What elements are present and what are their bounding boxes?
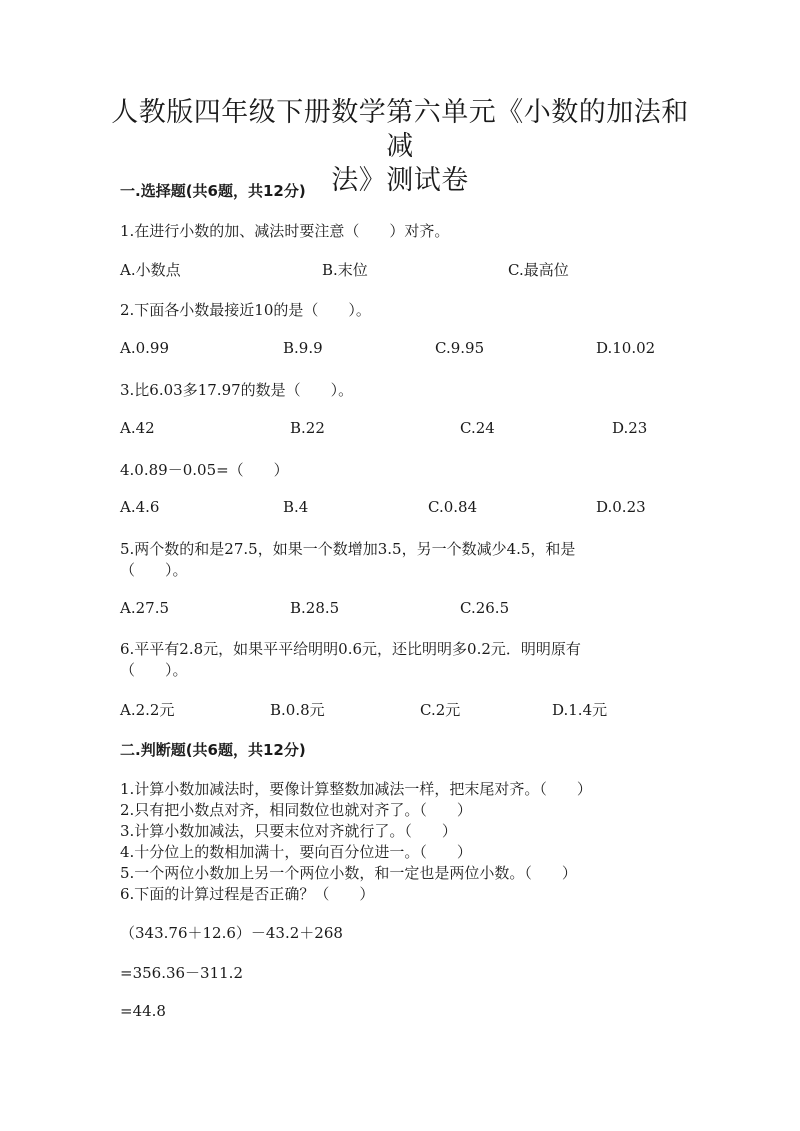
q6-option-d: D.1.4元 [552, 701, 608, 719]
title-line-2: 法》测试卷 [331, 165, 469, 196]
q4-option-d: D.0.23 [596, 498, 646, 516]
q3-option-a: A.42 [120, 419, 155, 437]
q1-option-c: C.最高位 [508, 261, 569, 279]
section-heading-choice: 一.选择题(共6题，共12分) [120, 182, 306, 200]
q2-option-c: C.9.95 [435, 339, 485, 357]
judge-item-3: 3.计算小数加减法，只要末位对齐就行了。（ ） [120, 822, 457, 840]
q3-option-c: C.24 [460, 419, 495, 437]
question-2: 2.下面各小数最接近10的是（ ）。 [120, 301, 371, 319]
q4-option-a: A.4.6 [120, 498, 160, 516]
title-line-1: 人教版四年级下册数学第六单元《小数的加法和减 [111, 97, 689, 162]
judge-item-1: 1.计算小数加减法时，要像计算整数加减法一样，把末尾对齐。（ ） [120, 780, 592, 798]
section-heading-judge: 二.判断题(共6题，共12分) [120, 741, 306, 759]
question-6: 6.平平有2.8元，如果平平给明明0.6元，还比明明多0.2元．明明原有 [120, 640, 581, 658]
question-3: 3.比6.03多17.97的数是（ ）。 [120, 381, 354, 399]
judge-item-4: 4.十分位上的数相加满十，要向百分位进一。（ ） [120, 843, 472, 861]
q2-option-a: A.0.99 [120, 339, 169, 357]
q6-option-a: A.2.2元 [120, 701, 175, 719]
question-6-continued: （ ）。 [120, 661, 188, 679]
question-5-continued: （ ）。 [120, 561, 188, 579]
question-1: 1.在进行小数的加、减法时要注意（ ）对齐。 [120, 222, 450, 240]
judge-item-5: 5.一个两位小数加上另一个两位小数，和一定也是两位小数。（ ） [120, 864, 577, 882]
calc-line-2: =356.36－311.2 [120, 964, 243, 982]
q4-option-c: C.0.84 [428, 498, 478, 516]
q6-option-b: B.0.8元 [270, 701, 325, 719]
judge-item-6: 6.下面的计算过程是否正确？（ ） [120, 885, 375, 903]
q5-option-c: C.26.5 [460, 599, 510, 617]
q1-option-a: A.小数点 [120, 261, 181, 279]
q6-option-c: C.2元 [420, 701, 461, 719]
q4-option-b: B.4 [283, 498, 309, 516]
q1-option-b: B.末位 [322, 261, 368, 279]
calc-line-1: （343.76＋12.6）－43.2＋268 [120, 924, 343, 942]
question-5: 5.两个数的和是27.5，如果一个数增加3.5，另一个数减少4.5，和是 [120, 540, 576, 558]
q2-option-b: B.9.9 [283, 339, 323, 357]
q3-option-d: D.23 [612, 419, 648, 437]
q2-option-d: D.10.02 [596, 339, 656, 357]
q3-option-b: B.22 [290, 419, 325, 437]
judge-item-2: 2.只有把小数点对齐，相同数位也就对齐了。（ ） [120, 801, 472, 819]
q5-option-b: B.28.5 [290, 599, 340, 617]
calc-line-3: =44.8 [120, 1002, 166, 1020]
question-4: 4.0.89－0.05=（ ） [120, 461, 289, 479]
q5-option-a: A.27.5 [120, 599, 169, 617]
